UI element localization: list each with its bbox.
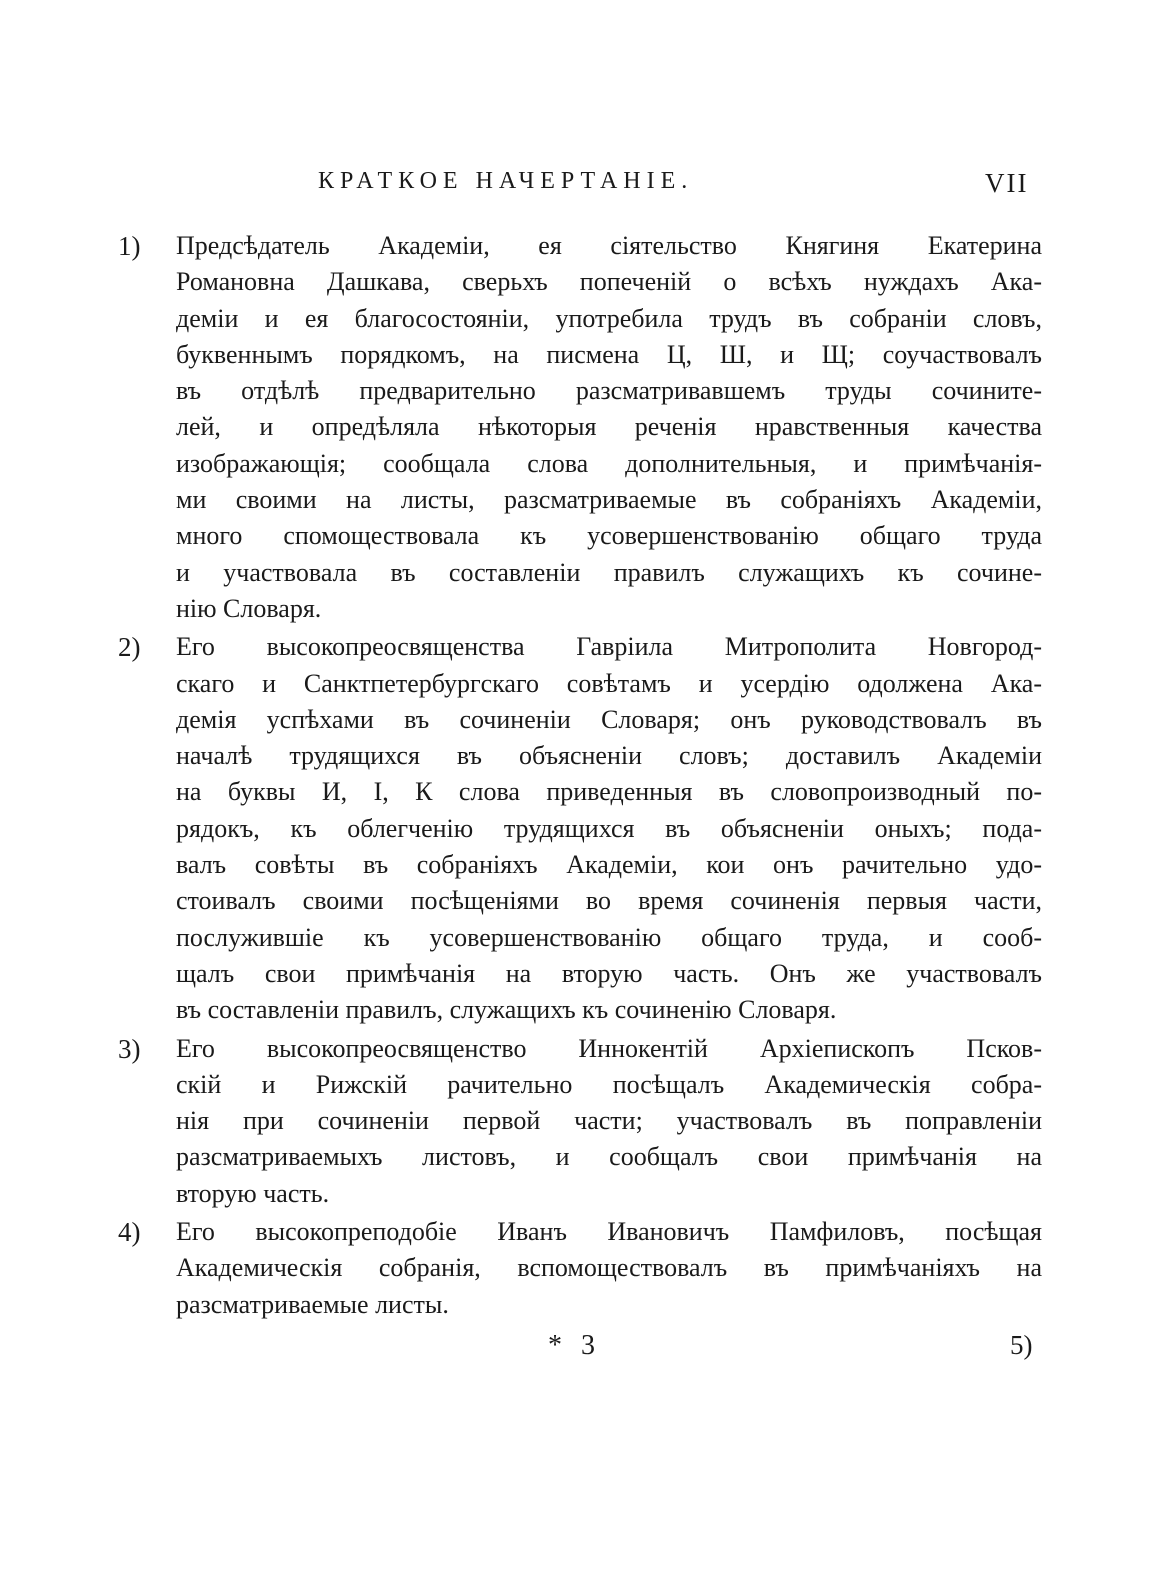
running-head xyxy=(0,168,1163,208)
entry-number: 2) xyxy=(118,632,141,663)
text-line: стоивалъ своими посѣщеніями во время сочиненія первыя части, xyxy=(176,886,1042,916)
entry-number: 3) xyxy=(118,1033,141,1064)
text-line: разсматриваемыхъ листовъ, и сообщалъ свои примѣчанія на xyxy=(176,1142,1042,1172)
text-line: въ составленіи правилъ, служащихъ къ сочиненію Словаря. xyxy=(176,995,837,1025)
text-line: и участвовала въ составленіи правилъ служащихъ къ сочине- xyxy=(176,557,1042,587)
entry-4 xyxy=(0,1214,1163,1323)
text-line: лей, и опредѣляла нѣкоторыя реченія нравственныя качества xyxy=(176,412,1042,442)
text-line: Предсѣдатель Академіи, ея сіятельство Княгиня Екатерина xyxy=(176,231,1042,260)
entry-number: 4) xyxy=(118,1217,141,1248)
text-line: скаго и Санктпетербургскаго совѣтамъ и усердію одолжена Ака- xyxy=(176,668,1042,698)
entry-text xyxy=(176,1031,1042,1212)
text-line: рядокъ, къ облегченію трудящихся въ объясненіи оныхъ; пода- xyxy=(176,813,1042,843)
text-line: Его высокопреосвященство Иннокентій Архіепископъ Псков- xyxy=(176,1033,1042,1063)
entry-number: 1) xyxy=(118,231,141,261)
entry-text xyxy=(176,228,1042,627)
entry-text xyxy=(176,1214,1042,1323)
text-line: много спомоществовала къ усовершенствованію общаго труда xyxy=(176,521,1042,551)
text-line: вторую часть. xyxy=(176,1178,330,1208)
text-line: Его высокопреподобіе Иванъ Ивановичъ Памфиловъ, посѣщая xyxy=(176,1217,1042,1247)
text-line: на буквы И, І, К слова приведенныя въ словопроизводный по- xyxy=(176,777,1042,807)
text-line: Академическія собранія, вспомоществовалъ въ примѣчаніяхъ на xyxy=(176,1253,1042,1283)
text-line: нію Словаря. xyxy=(176,593,322,623)
entry-list xyxy=(0,228,1163,1325)
text-line: Его высокопреосвященства Гавріила Митрополита Новгород- xyxy=(176,632,1042,662)
text-line: скій и Рижскій рачительно посѣщалъ Академическія собра- xyxy=(176,1069,1042,1099)
catchword: 5) xyxy=(1010,1330,1033,1360)
text-line: демія успѣхами въ сочиненіи Словаря; онъ руководствовалъ въ xyxy=(176,704,1042,734)
text-line: въ отдѣлѣ предварительно разсматривавшемъ труды сочините- xyxy=(176,376,1042,406)
entry-3 xyxy=(0,1031,1163,1212)
entry-2 xyxy=(0,629,1163,1028)
page-number: VII xyxy=(985,168,1029,198)
text-line: нія при сочиненіи первой части; участвовалъ въ поправленіи xyxy=(176,1106,1042,1136)
text-line: валъ совѣты въ собраніяхъ Академіи, кои онъ рачительно удо- xyxy=(176,850,1042,880)
signature-mark: * 3 xyxy=(548,1330,601,1361)
text-line: буквеннымъ порядкомъ, на писмена Ц, Ш, и Щ; соучаствовалъ xyxy=(176,339,1042,369)
text-line: ми своими на листы, разсматриваемые въ собраніяхъ Академіи, xyxy=(176,485,1042,515)
text-line: послужившіе къ усовершенствованію общаго труда, и сооб- xyxy=(176,922,1042,952)
entry-text xyxy=(176,629,1042,1028)
running-title: КРАТКОЕ НАЧЕРТАНІЕ. xyxy=(318,168,694,194)
text-line: разсматриваемые листы. xyxy=(176,1289,449,1319)
page-footer xyxy=(0,1330,1163,1370)
text-line: началѣ трудящихся въ объясненіи словъ; доставилъ Академіи xyxy=(176,741,1042,771)
text-line: изображающія; сообщала слова дополнительныя, и примѣчанія- xyxy=(176,448,1042,478)
text-line: деміи и ея благосостояніи, употребила трудъ въ собраніи словъ, xyxy=(176,303,1042,333)
text-line: Романовна Дашкава, сверьхъ попеченій о всѣхъ нуждахъ Ака- xyxy=(176,267,1042,297)
entry-1 xyxy=(0,228,1163,627)
text-line: щалъ свои примѣчанія на вторую часть. Онъ же участвовалъ xyxy=(176,958,1042,988)
